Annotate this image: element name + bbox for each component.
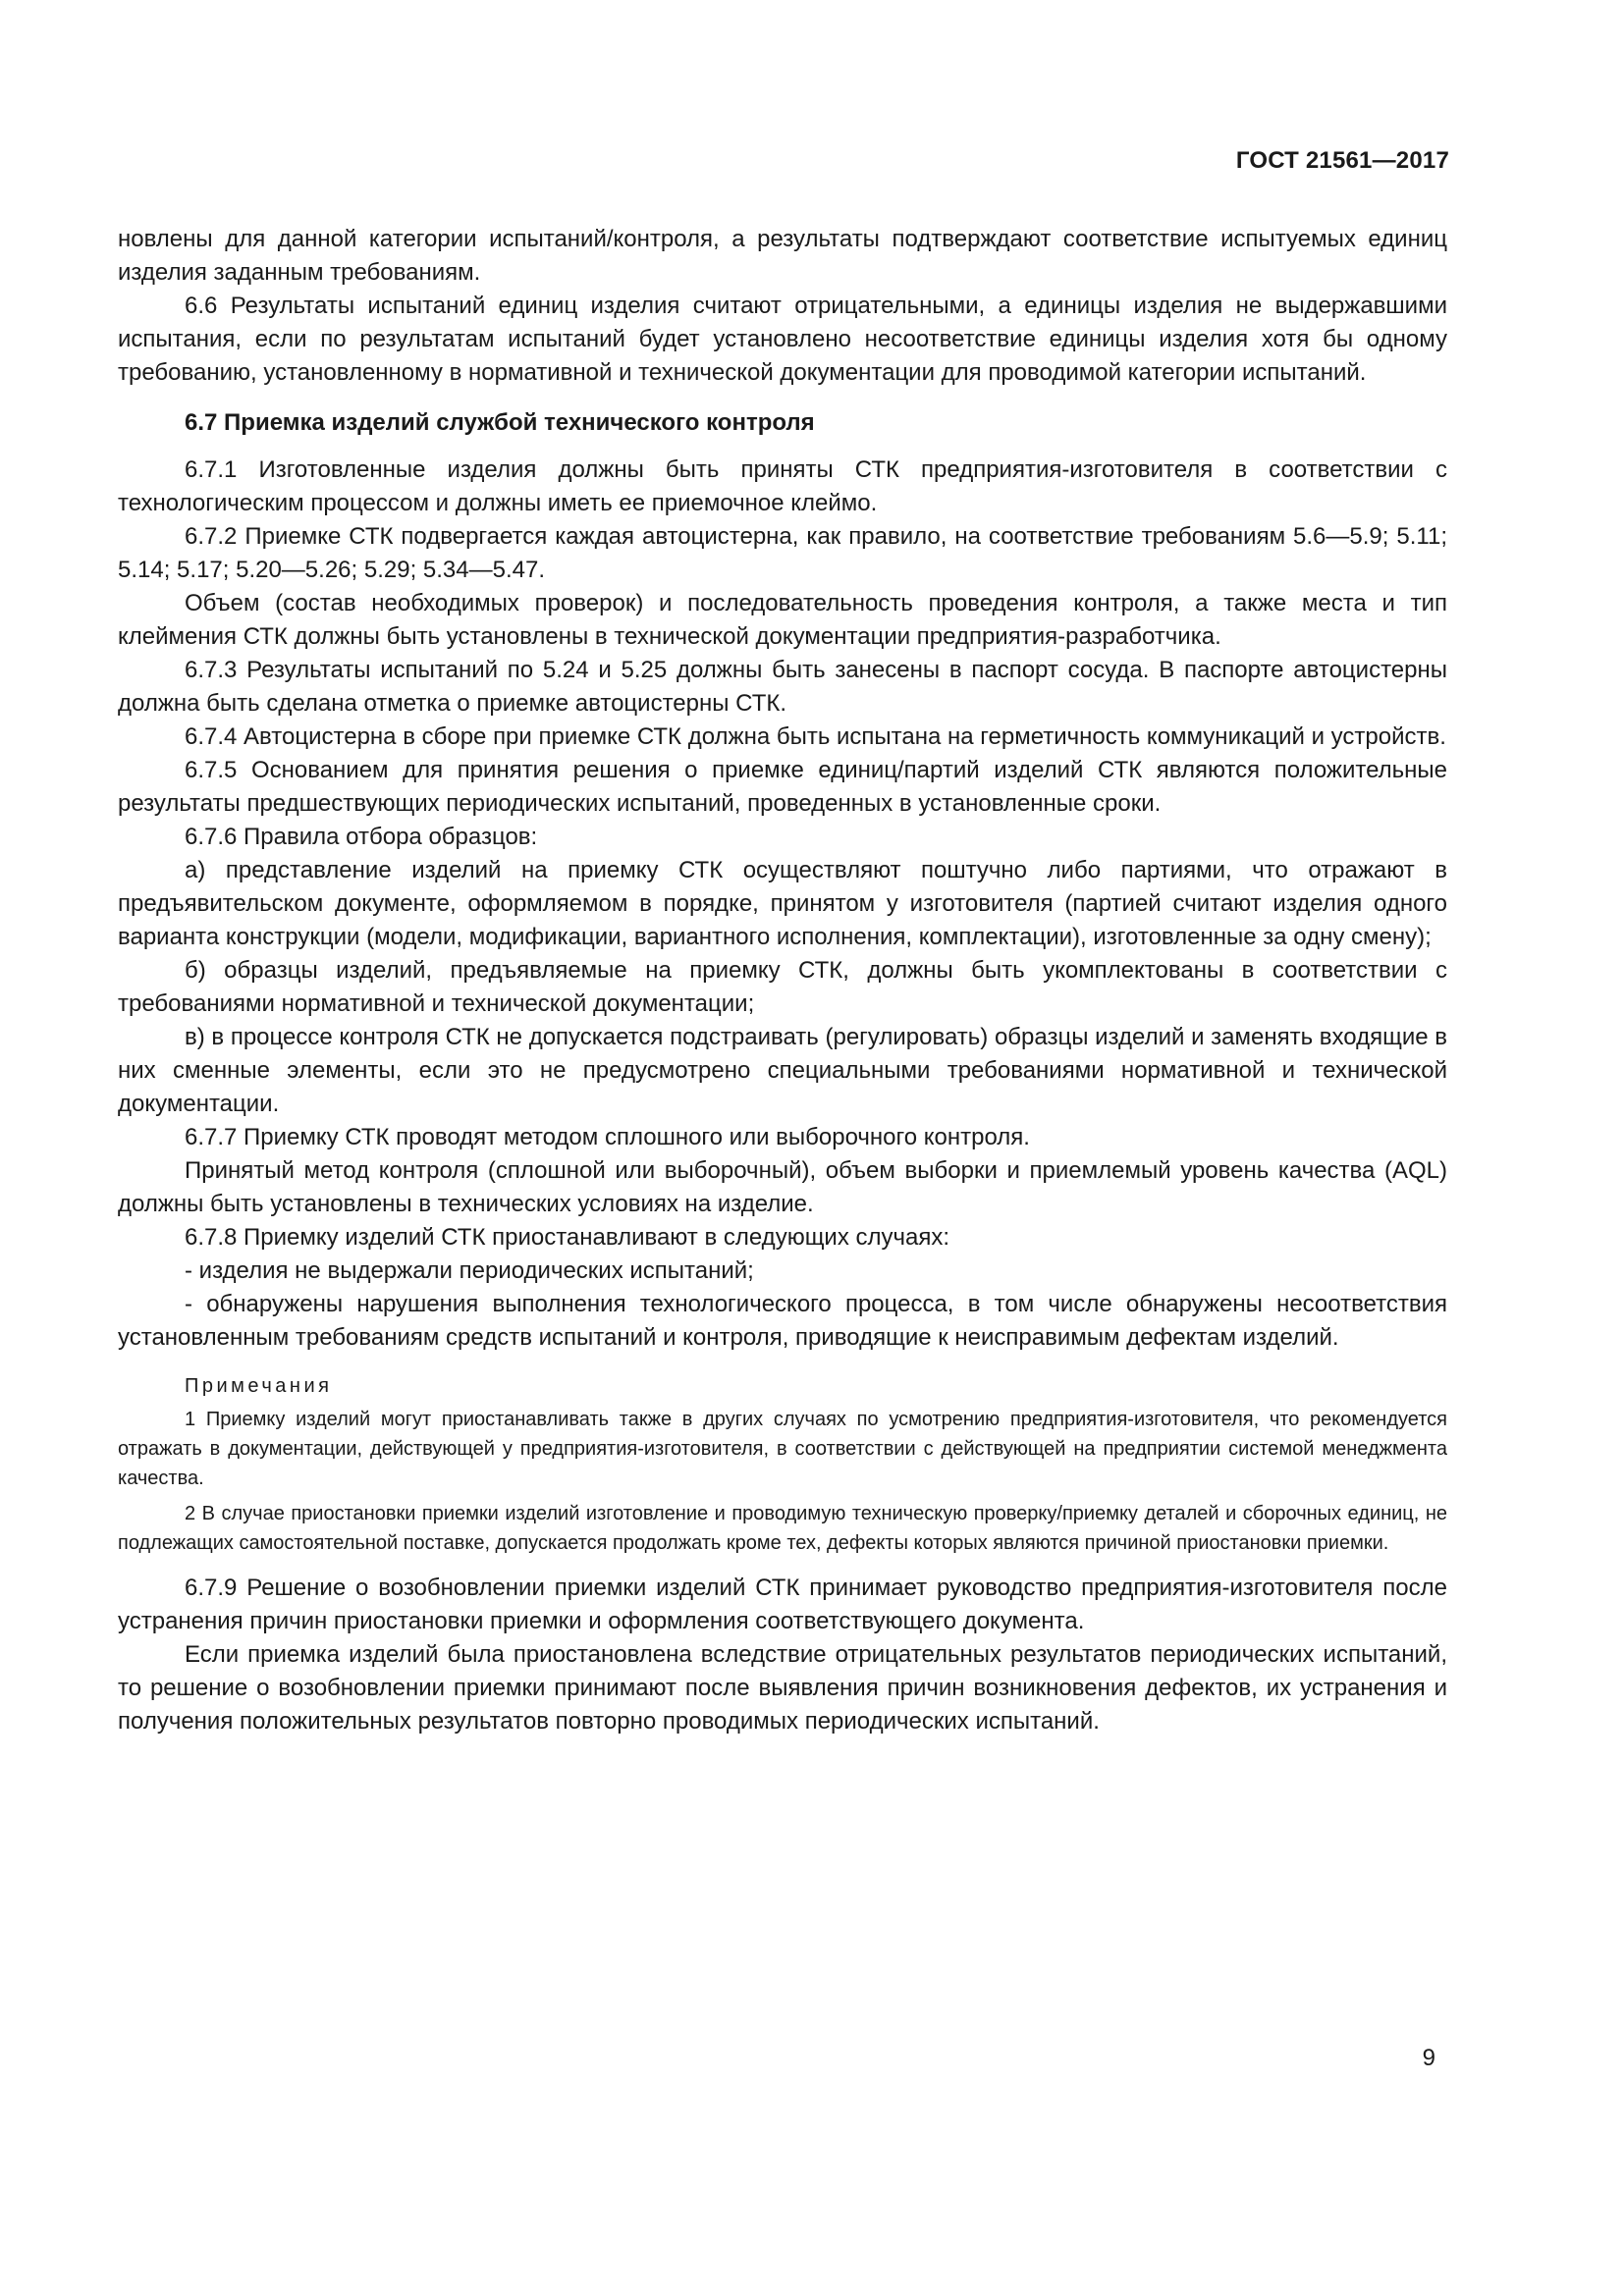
paragraph-resume: Если приемка изделий была приостановлена вследствие отрицательных результатов периодических испытаний, то решение о возобновлении приемки принимают после выявления причин возникновения дефектов, их устранения и получения положительных результатов повторно проводимых периодических испытаний.: [118, 1641, 1447, 1735]
paragraph-continuation: новлены для данной категории испытаний/контроля, а результаты подтверждают соответствие испытуемых единиц изделия заданным требованиям.: [118, 226, 1447, 286]
notes-label: Примечания: [185, 1375, 333, 1397]
paragraph-6-6: 6.6 Результаты испытаний единиц изделия считают отрицательными, а единицы изделия не выдержавшими испытания, если по результатам испытаний будет установлено несоответствие единицы изделия хотя бы одному требованию, установленному в нормативной и технической документации для проводимой категории испытаний.: [118, 293, 1447, 386]
list-item-v: в) в процессе контроля СТК не допускается подстраивать (регулировать) образцы изделий и заменять входящие в них сменные элементы, если это не предусмотрено специальными требованиями нормативной и технической документации.: [118, 1024, 1447, 1117]
document-code-header: ГОСТ 21561—2017: [1235, 147, 1449, 174]
paragraph-6-7-6: 6.7.6 Правила отбора образцов:: [185, 824, 538, 850]
paragraph-6-7-9: 6.7.9 Решение о возобновлении приемки изделий СТК принимает руководство предприятия-изготовителя после устранения причин приостановки приемки и оформления соответствующего документа.: [118, 1575, 1447, 1634]
paragraph-6-7-7: 6.7.7 Приемку СТК проводят методом сплошного или выборочного контроля.: [185, 1124, 1030, 1150]
page-number: 9: [1422, 2045, 1435, 2071]
paragraph-6-7-4: 6.7.4 Автоцистерна в сборе при приемке СТК должна быть испытана на герметичность коммуникаций и устройств.: [185, 723, 1446, 750]
paragraph-6-7-1: 6.7.1 Изготовленные изделия должны быть приняты СТК предприятия-изготовителя в соответствии с технологическим процессом и должны иметь ее приемочное клеймо.: [118, 456, 1447, 516]
paragraph-scope: Объем (состав необходимых проверок) и последовательность проведения контроля, а также места и тип клеймения СТК должны быть установлены в технической документации предприятия-разработчика.: [118, 590, 1447, 650]
bullet-item-2: - обнаружены нарушения выполнения технологического процесса, в том числе обнаружены несоответствия установленным требованиям средств испытаний и контроля, приводящие к неисправимым дефектам изделий.: [118, 1291, 1447, 1351]
paragraph-6-7-3: 6.7.3 Результаты испытаний по 5.24 и 5.25 должны быть занесены в паспорт сосуда. В паспорте автоцистерны должна быть сделана отметка о приемке автоцистерны СТК.: [118, 657, 1447, 717]
list-item-a: а) представление изделий на приемку СТК осуществляют поштучно либо партиями, что отражают в предъявительском документе, оформляемом в порядке, принятом у изготовителя (партией считают изделия одного варианта конструкции (модели, модификации, вариантного исполнения, комплектации), изготовленные за одну смену);: [118, 857, 1447, 950]
paragraph-6-7-2: 6.7.2 Приемке СТК подвергается каждая автоцистерна, как правило, на соответствие требованиям 5.6—5.9; 5.11; 5.14; 5.17; 5.20—5.26; 5.29; 5.34—5.47.: [118, 523, 1447, 583]
section-heading-6-7: 6.7 Приемка изделий службой технического контроля: [185, 409, 815, 436]
note-1: 1 Приемку изделий могут приостанавливать также в других случаях по усмотрению предприятия-изготовителя, что рекомендуется отражать в документации, действующей у предприятия-изготовителя, в соответствии с действующей на предприятии системой менеджмента качества.: [118, 1409, 1447, 1489]
document-body: [118, 223, 1447, 1738]
list-item-b: б) образцы изделий, предъявляемые на приемку СТК, должны быть укомплектованы в соответствии с требованиями нормативной и технической документации;: [118, 957, 1447, 1017]
paragraph-method: Принятый метод контроля (сплошной или выборочный), объем выборки и приемлемый уровень качества (AQL) должны быть установлены в технических условиях на изделие.: [118, 1157, 1447, 1217]
bullet-item-1: - изделия не выдержали периодических испытаний;: [185, 1257, 754, 1284]
note-2: 2 В случае приостановки приемки изделий изготовление и проводимую техническую проверку/приемку деталей и сборочных единиц, не подлежащих самостоятельной поставке, допускается продолжать кроме тех, дефекты которых являются причиной приостановки приемки.: [118, 1503, 1447, 1554]
paragraph-6-7-5: 6.7.5 Основанием для принятия решения о приемке единиц/партий изделий СТК являются положительные результаты предшествующих периодических испытаний, проведенных в установленные сроки.: [118, 757, 1447, 817]
paragraph-6-7-8: 6.7.8 Приемку изделий СТК приостанавливают в следующих случаях:: [185, 1224, 950, 1251]
